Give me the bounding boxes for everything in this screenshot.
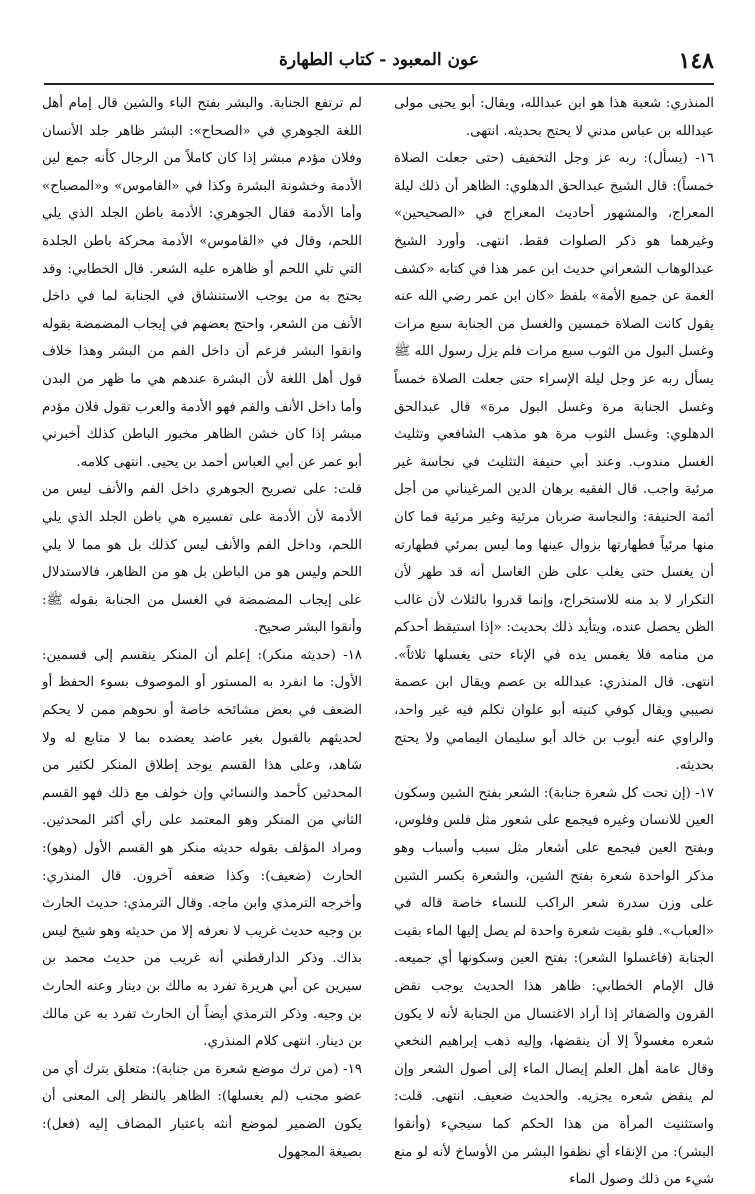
page-header [44,46,714,76]
paragraph: لم ترتفع الجنابة. والبشر بفتح الباء والشين قال إمام أهل اللغة الجوهري في «الصحاح»: البشر ظاهر جلد الأنسان وفلان مؤدم مبشر إذا كان كاملاً من الرجال كأنه جمع لين الأدمة وخشونة البشرة وكذا في «القاموس» و«المصباح» وأما الأدمة فقال الجوهري: الأدمة باطن الجلد الذي يلي اللحم، وقال في «القاموس» الأدمة محركة باطن الجلدة التي تلي اللحم أو ظاهره عليه الشعر. قال الخطابي: وقد يحتج به من يوجب الاستنشاق في الجنابة لما في داخل الأنف من الشعر، واحتج بعضهم في إيجاب المضمضة بقوله وانقوا البشر فزعم أن داخل الفم من البشر وهذا خلاف قول أهل اللغة لأن البشرة عندهم هي ما ظهر من البدن وأما داخل الأنف والفم فهو الأدمة والعرب تقول فلان مؤدم مبشر إذا كان خشن الظاهر مخبور الباطن كذلك أخبرني أبو عمر عن أبي العباس أحمد بن يحيى. انتهى كلامه. [42,96,362,470]
paragraph: قلت: على تصريح الجوهري داخل الفم والأنف ليس من الأدمة لأن الأدمة على تفسيره هي باطن الجلد الذي يلي اللحم، وداخل الفم والأنف ليس كذلك بل هو مما لا يلي اللحم وليس هو من الباطن بل هو من الظاهر، فالاستدلال على إيجاب المضمضة في الغسل من الجنابة بقوله ﷺ: وأنقوا البشر صحيح. [42,482,362,636]
header-rule [44,83,714,85]
paragraph: ١٦- (يسأل): ربه عز وجل التخفيف (حتى جعلت الصلاة خمساً): قال الشيخ عبدالحق الدهلوي: الظاهر أن ذلك ليلة المعراج، والمشهور أحاديث المعراج في «الصحيحين» وغيرهما هو ذكر الصلوات فقط. انتهى. وأورد الشيخ عبدالوهاب الشعراني حديث ابن عمر هذا في كتابه «كشف الغمة عن جميع الأمة» بلفظ «كان ابن عمر رضي الله عنه يقول كانت الصلاة خمسين والغسل من الجنابة سبع مرات وغسل البول من الثوب سبع مرات فلم يزل رسول الله ﷺ يسأل ربه عز وجل ليلة الإسراء حتى جعلت الصلاة خمساً وغسل الجنابة مرة وغسل البول مرة» قال عبدالحق الدهلوي: وغسل الثوب مرة هو مذهب الشافعي وتثليث الغسل مندوب. وعند أبي حنيفة التثليث في نجاسة غير مرئية واجب. قال الفقيه برهان الدين المرغيناني من أجل أئمة الحنيفة: والنجاسة ضربان مرئية وغير مرئية فما كان منها مرئياً فطهارتها بزوال عينها وما ليس بمرئي فطهارته أن يغسل حتى يغلب على ظن الغاسل أنه قد طهر لأن التكرار لا بد منه للاستخراج، وإنما قدروا بالثلاث لأن غالب الظن يحصل عنده، ويتأيد ذلك بحديث: «إذا استيقظ أحدكم من منامه فلا يغمس يده في الإناء حتى يغسلها ثلاثاً». انتهى. قال المنذري: عبدالله بن عصم ويقال ابن عصمة نصيبي ويقال كوفي كنيته أبو علوان تكلم فيه غير واحد، والراوي عنه أيوب بن خالد أبو سليمان اليمامي ولا يحتج بحديثه. [394,151,714,774]
right-column [394,90,714,1194]
running-title: عون المعبود - كتاب الطهارة [279,50,479,70]
paragraph: ١٨- (حديثه منكر): إعلم أن المنكر ينقسم إلى قسمين: الأول: ما انفرد به المستور أو الموصوف بسوء الحفظ أو الضعف في بعض مشائخه خاصة أو نحوهم ممن لا يحكم لحديثهم بالقبول بغير عاضد يعضده بما لا متابع له ولا شاهد، وعلى هذا القسم يوجد إطلاق المنكر لكثير من المحدثين كأحمد والنسائي وإن خولف مع ذلك فهو القسم الثاني من المنكر وهو المعتمد على رأي أكثر المحدثين. ومراد المؤلف بقوله حديثه منكر هو القسم الأول (وهو): الحارث (ضعيف): وكذا ضعفه آخرون. قال المنذري: وأخرجه الترمذي وابن ماجه. وقال الترمذي: حديث الحارث بن وجيه حديث غريب لا نعرفه إلا من حديثه وهو شيخ ليس بذاك. وذكر الدارقطني أنه غريب من حديث محمد بن سيرين عن أبي هريرة تفرد به مالك بن دينار وعنه الحارث بن وجيه. وذكر الترمذي أيضاً أن الحارث تفرد به عن مالك بن دينار. انتهى كلام المنذري. [42,647,362,1050]
page-number: ١٤٨ [678,48,714,74]
paragraph: ١٧- (إن تحت كل شعرة جنابة): الشعر بفتح الشين وسكون العين للانسان وغيره فيجمع على شعور مثل فلس وفلوس، وبفتح العين فيجمع على أشعار مثل سبب وأسباب وهو مذكر الواحدة شعرة بفتح الشين، والشعرة بكسر الشين على وزن سدرة شعر الراكب للنساء خاصة قاله في «العباب». فلو بقيت شعرة واحدة لم يصل إليها الماء بقيت الجنابة (فاغسلوا الشعر): بفتح العين وسكونها أي جميعه. قال الإمام الخطابي: ظاهر هذا الحديث يوجب نقض القرون والضفائر إذا أراد الاغتسال من الجنابة لأنه لا يكون شعره مغسولاً إلا أن ينقضها، وإليه ذهب إبراهيم النخعي وقال عامة أهل العلم إيصال الماء إلى أصول الشعر وإن لم ينقض شعره يجزيه. والحديث ضعيف. انتهى. قلت: واستثنيت المرأة من هذا الحكم كما سيجيء (وأنقوا البشر): من الإنقاء أي نظفوا البشر من الأوساخ لأنه لو منع شيء من ذلك وصول الماء [394,785,714,1188]
paragraph: ١٩- (من ترك موضع شعرة من جنابة): متعلق بترك أي من عضو مجنب (لم يغسلها): الظاهر بالنظر إلى المعنى أن يكون الضمير لموضع أنثه باعتبار المضاف إليه (فعل): بصيغة المجهول [42,1061,362,1160]
paragraph: المنذري: شعبة هذا هو ابن عبدالله، ويقال: أبو يحيى مولى عبدالله بن عباس مدني لا يحتج بحديثه. انتهى. [394,96,714,139]
left-column [42,90,362,1166]
